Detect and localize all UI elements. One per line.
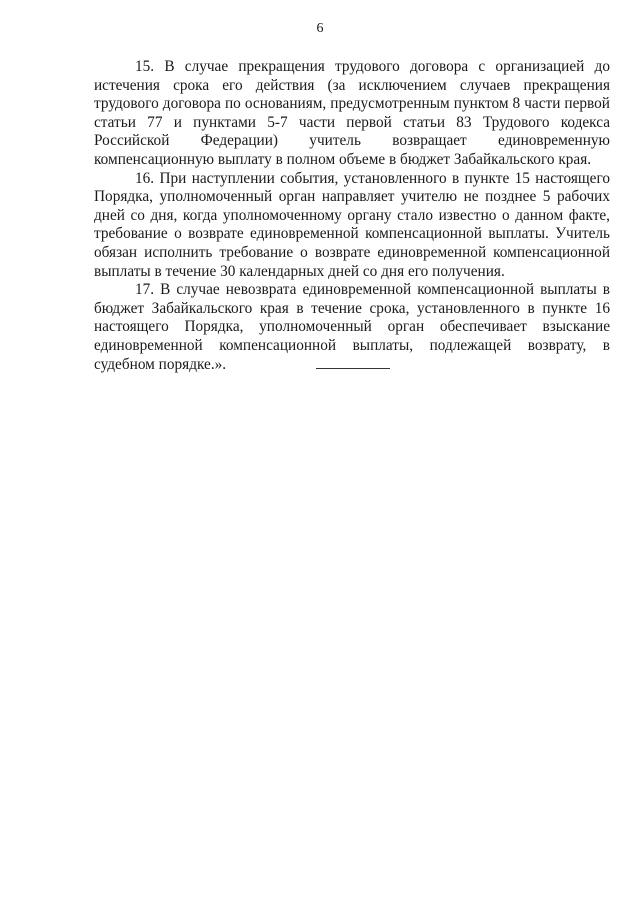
paragraph-16: 16. При наступлении события, установленного в пункте 15 настоящего Порядка, уполномоченный орган направляет учителю не позднее 5 рабочих дней со дня, когда уполномоченному органу стало известно о данном факте, требование о возврате единовременной компенсационной выплаты. Учитель обязан исполнить требование о возврате единовременной компенсационной выплаты в течение 30 календарных дней со дня его получения.	[94, 169, 610, 280]
page-number: 6	[316, 21, 324, 36]
document-body	[94, 58, 610, 374]
paragraph-15: 15. В случае прекращения трудового договора с организацией до истечения срока его действия (за исключением случаев прекращения трудового договора по основаниям, предусмотренным пунктом 8 части первой статьи 77 и пунктами 5-7 части первой статьи 83 Трудового кодекса Российской Федерации) учитель возвращает единовременную компенсационную выплату в полном объеме в бюджет Забайкальского края.	[94, 58, 610, 168]
end-of-text-divider	[316, 368, 390, 369]
paragraph-17: 17. В случае невозврата единовременной компенсационной выплаты в бюджет Забайкальского края в течение срока, установленного в пункте 16 настоящего Порядка, уполномоченный орган обеспечивает взыскание единовременной компенсационной выплаты, подлежащей возврату, в судебном порядке.».	[94, 281, 610, 373]
